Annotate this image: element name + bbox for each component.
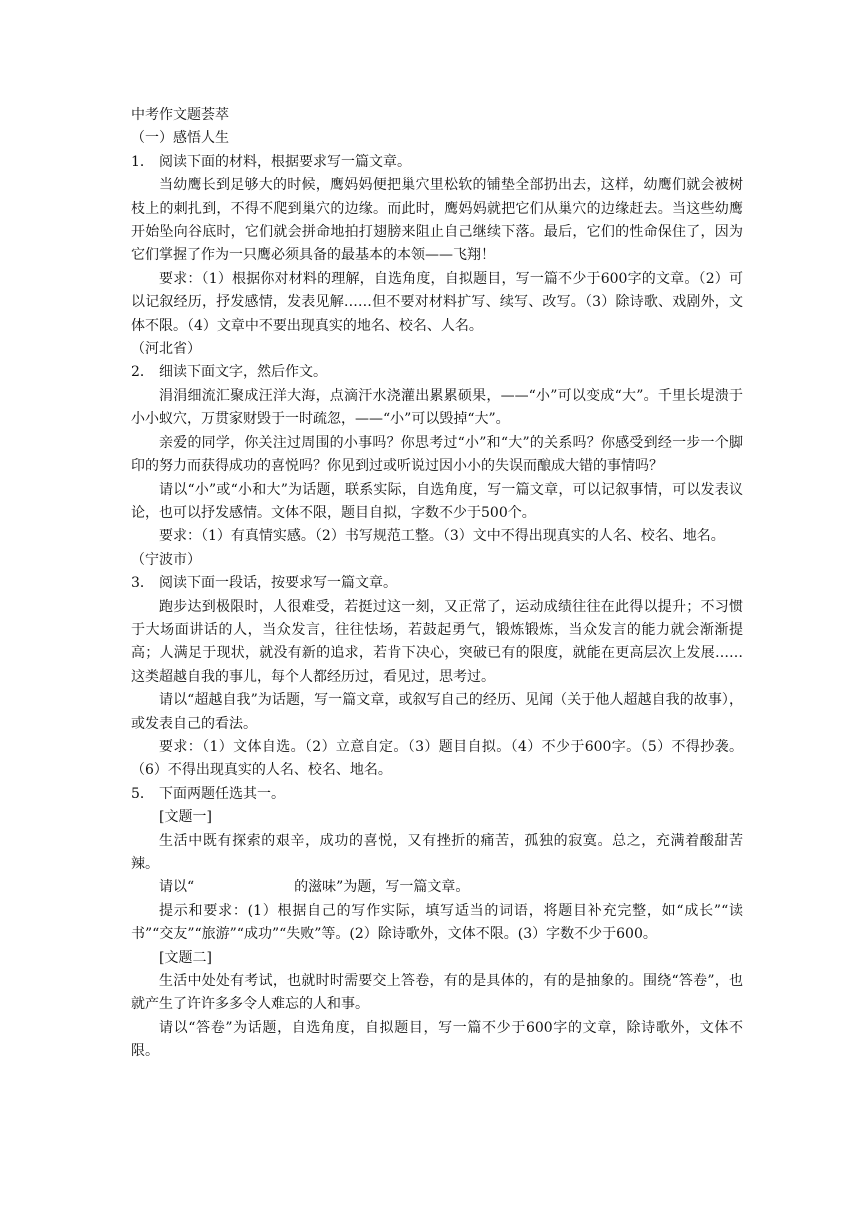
question-2-paragraph-2: 亲爱的同学，你关注过周围的小事吗？你思考过“小”和“大”的关系吗？你感受到经一步一个脚印的努力而获得成功的喜悦吗？你见到过或听说过因小小的失误而酿成大错的事情吗？ <box>131 434 743 475</box>
question-1-prompt <box>131 151 743 174</box>
question-5-prompt <box>131 783 743 806</box>
question-1-source: （河北省） <box>131 341 201 358</box>
title-suffix: 的滋味”为题，写一篇文章。 <box>294 879 470 896</box>
prompt-text: 阅读下面一段话，按要求写一篇文章。 <box>159 575 397 592</box>
question-2-prompt <box>131 361 743 384</box>
document-title: 中考作文题荟萃 <box>131 107 229 123</box>
question-number: 5． <box>131 785 154 802</box>
question-2-source: （宁波市） <box>131 551 201 568</box>
document-body <box>131 104 743 1064</box>
question-1-requirements: 要求：（1）根据你对材料的理解，自选角度，自拟题目，写一篇不少于600字的文章。（2）可以记叙经历，抒发感情，发表见解……但不要对材料扩写、续写、改写。（3）除诗歌、戏剧外，文体不限。（4）文章中不要出现真实的地名、校名、人名。 <box>131 270 743 334</box>
question-number: 1． <box>131 153 154 170</box>
question-2-paragraph-3: 请以“小”或“小和大”为话题，联系实际，自选角度，写一篇文章，可以记叙事情，可以发表议论，也可以抒发感情。文体不限，题目自拟，字数不少于500个。 <box>131 481 743 521</box>
prompt-text: 阅读下面的材料，根据要求写一篇文章。 <box>159 153 411 170</box>
question-3-requirements: 要求：（1）文体自选。（2）立意自定。（3）题目自拟。（4）不少于600字。（5）不得抄袭。（6）不得出现真实的人名、校名、地名。 <box>131 738 743 779</box>
prompt-text: 细读下面文字，然后作文。 <box>159 364 327 381</box>
section-heading: （一）感悟人生 <box>131 130 229 147</box>
question-2-requirements: 要求：（1）有真情实感。（2）书写规范工整。（3）文中不得出现真实的人名、校名、地名。 <box>159 528 725 545</box>
topic-2-requirements: 请以“答卷”为话题，自选角度，自拟题目，写一篇不少于600字的文章，除诗歌外，文体不限。 <box>131 1019 743 1060</box>
topic-1-paragraph: 生活中既有探索的艰辛，成功的喜悦，又有挫折的痛苦，孤独的寂寞。总之，充满着酸甜苦辣。 <box>131 832 743 872</box>
question-3-paragraph-1: 跑步达到极限时，人很难受，若挺过这一刻，又正常了，运动成绩往往在此得以提升；不习惯于大场面讲话的人，当众发言，往往怯场，若鼓起勇气，锻炼锻炼，当众发言的能力就会渐渐提高；人满足于现状，就没有新的追求，若肯下决心，突破已有的限度，就能在更高层次上发展……这类超越自我的事儿，每个人都经历过，看见过，思考过。 <box>131 598 743 685</box>
question-number: 2． <box>131 364 154 381</box>
topic-2-label: [文题二] <box>159 949 212 966</box>
topic-1-label: [文题一] <box>159 809 212 826</box>
prompt-text: 下面两题任选其一。 <box>159 785 285 802</box>
question-3-prompt <box>131 572 743 595</box>
topic-2-paragraph: 生活中处处有考试，也就时时需要交上答卷，有的是具体的，有的是抽象的。围绕“答卷”，也就产生了许许多多令人难忘的人和事。 <box>131 973 743 1013</box>
question-2-paragraph-1: 涓涓细流汇聚成汪洋大海，点滴汗水浇灌出累累硕果，——“小”可以变成“大”。千里长堤溃于小小蚁穴，万贯家财毁于一时疏忽，——“小”可以毁掉“大”。 <box>131 387 743 428</box>
title-prefix: 请以“ <box>159 879 195 896</box>
question-3-paragraph-2: 请以“超越自我”为话题，写一篇文章，或叙写自己的经历、见闻（关于他人超越自我的故事），或发表自己的看法。 <box>131 692 743 732</box>
question-number: 3． <box>131 575 154 592</box>
topic-1-hint: 提示和要求：(1）根据自己的写作实际，填写适当的词语，将题目补充完整，如“成长”“读书”“交友”“旅游”“成功”“失败”等。(2）除诗歌外，文体不限。(3）字数不少于600。 <box>131 902 743 943</box>
topic-1-title-instruction <box>131 876 743 899</box>
question-1-material: 当幼鹰长到足够大的时候，鹰妈妈便把巢穴里松软的铺垫全部扔出去，这样，幼鹰们就会被树枝上的刺扎到，不得不爬到巢穴的边缘。而此时，鹰妈妈就把它们从巢穴的边缘赶去。当这些幼鹰开始坠向谷底时，它们就会拼命地拍打翅膀来阻止自己继续下落。最后，它们的性命保住了，因为它们掌握了作为一只鹰必须具备的最基本的本领——飞翔！ <box>131 177 743 264</box>
